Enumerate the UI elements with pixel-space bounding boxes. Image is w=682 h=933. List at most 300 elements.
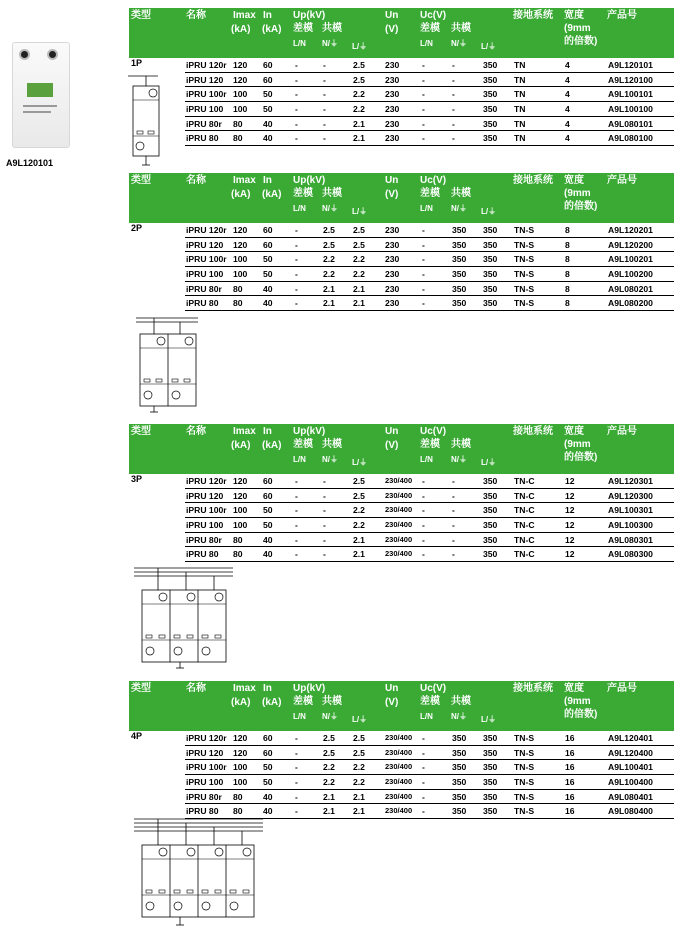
- header-diff: 差模: [293, 439, 313, 450]
- cell-name: iPRU 100r: [186, 505, 227, 516]
- cell-uc_ne: -: [452, 89, 455, 100]
- cell-uc_le: 350: [483, 104, 498, 115]
- cell-name: iPRU 120r: [186, 225, 227, 235]
- cell-uc_ln: -: [422, 283, 425, 294]
- cell-imax: 120: [233, 476, 248, 486]
- header-diff: 差模: [293, 23, 313, 34]
- cell-uc_le: 350: [483, 806, 498, 817]
- header-product: 产品号: [607, 426, 637, 437]
- cell-up_ne: 2.1: [323, 298, 335, 309]
- cell-up_le: 2.1: [353, 298, 365, 309]
- cell-uc_ne: -: [452, 505, 455, 516]
- cell-code: A9L100200: [608, 269, 653, 280]
- header-width2: (9mm: [564, 696, 591, 707]
- cell-uc_ln: -: [422, 239, 425, 250]
- cell-up_le: 2.5: [353, 60, 365, 70]
- header-diff: 差模: [420, 696, 440, 707]
- header-earth: 接地系统: [513, 683, 553, 694]
- cell-name: iPRU 100r: [186, 89, 227, 100]
- product-image-code: A9L120101: [6, 158, 54, 168]
- header-ln: L/N: [293, 39, 306, 48]
- cell-up_ne: -: [323, 60, 326, 70]
- cell-uc_ne: 350: [452, 283, 467, 294]
- cell-width: 8: [565, 254, 570, 265]
- cell-up_ne: 2.5: [323, 747, 335, 758]
- cell-up_ne: -: [323, 89, 326, 100]
- header-up: Up(kV): [293, 426, 326, 437]
- cell-uc_le: 350: [483, 520, 498, 531]
- cell-up_le: 2.2: [353, 762, 365, 773]
- header-le: L/⏚: [481, 207, 497, 216]
- header-common: 共模: [451, 188, 471, 199]
- cell-up_ne: -: [323, 104, 326, 115]
- cell-imax: 120: [233, 747, 248, 758]
- cell-uc_le: 350: [483, 505, 498, 516]
- cell-up_ne: 2.1: [323, 283, 335, 294]
- table-row: [129, 489, 674, 504]
- header-type: 类型: [131, 10, 151, 21]
- header-le: L/⏚: [481, 715, 497, 724]
- cell-uc_le: 350: [483, 476, 498, 486]
- cell-in: 60: [263, 490, 273, 501]
- cell-up_le: 2.5: [353, 74, 365, 85]
- cell-up_le: 2.2: [353, 254, 365, 265]
- cell-up_le: 2.2: [353, 89, 365, 100]
- header-width2: (9mm: [564, 188, 591, 199]
- header-in: In: [263, 683, 272, 694]
- header-le: L/⏚: [481, 458, 497, 467]
- table-body: [129, 731, 674, 819]
- cell-uc_ln: -: [422, 104, 425, 115]
- cell-uc_ln: -: [422, 225, 425, 235]
- cell-up_ln: -: [295, 762, 298, 773]
- cell-uc_le: 350: [483, 777, 498, 788]
- cell-un: 230/400: [385, 549, 413, 559]
- cell-uc_le: 350: [483, 733, 498, 743]
- cell-code: A9L080100: [608, 133, 653, 144]
- cell-uc_le: 350: [483, 74, 498, 85]
- cell-uc_ne: 350: [452, 733, 467, 743]
- cell-up_ne: -: [323, 549, 326, 560]
- header-common: 共模: [322, 23, 342, 34]
- cell-width: 8: [565, 298, 570, 309]
- cell-earth: TN-S: [514, 298, 535, 309]
- cell-earth: TN: [514, 89, 526, 100]
- header-le: L/⏚: [352, 42, 368, 51]
- header-ln: L/N: [420, 39, 433, 48]
- cell-in: 60: [263, 74, 273, 85]
- table-header: [129, 8, 674, 58]
- cell-name: iPRU 100: [186, 777, 224, 788]
- cell-in: 50: [263, 269, 273, 280]
- cell-earth: TN: [514, 133, 526, 144]
- cell-up_ln: -: [295, 239, 298, 250]
- cell-uc_ne: 350: [452, 269, 467, 280]
- header-common: 共模: [451, 439, 471, 450]
- cell-name: iPRU 100: [186, 520, 224, 531]
- header-un_unit: (V): [385, 697, 399, 708]
- cell-up_ne: -: [323, 520, 326, 531]
- table-row: [129, 760, 674, 775]
- cell-earth: TN-S: [514, 283, 535, 294]
- header-uc: Uc(V): [420, 10, 447, 21]
- header-ln: L/N: [420, 455, 433, 464]
- header-imax: Imax: [233, 10, 256, 21]
- cell-imax: 100: [233, 89, 248, 100]
- cell-un: 230: [385, 133, 400, 144]
- cell-earth: TN-S: [514, 747, 535, 758]
- cell-up_ln: -: [295, 225, 298, 235]
- cell-imax: 120: [233, 239, 248, 250]
- cell-name: iPRU 80: [186, 549, 219, 560]
- header-diff: 差模: [420, 439, 440, 450]
- terminal-screw-icon: [47, 49, 58, 60]
- header-un: Un: [385, 683, 399, 694]
- cell-width: 4: [565, 118, 570, 129]
- cell-up_ne: 2.2: [323, 777, 335, 788]
- table-row: [129, 775, 674, 790]
- cell-in: 60: [263, 60, 273, 70]
- table-row: [129, 131, 674, 146]
- cell-uc_ne: -: [452, 549, 455, 560]
- cell-up_ln: -: [295, 777, 298, 788]
- cell-code: A9L120400: [608, 747, 653, 758]
- table-row: [129, 87, 674, 102]
- cell-uc_ne: -: [452, 104, 455, 115]
- cell-name: iPRU 120: [186, 74, 224, 85]
- header-ne: N/⏚: [322, 455, 338, 464]
- cell-un: 230: [385, 60, 400, 70]
- table-row: [129, 102, 674, 117]
- cell-name: iPRU 120: [186, 747, 224, 758]
- cell-up_ln: -: [295, 298, 298, 309]
- wiring-diagram-1p: [128, 70, 168, 170]
- header-diff: 差模: [420, 188, 440, 199]
- table-row: [129, 533, 674, 548]
- cell-uc_ne: 350: [452, 747, 467, 758]
- cell-code: A9L100101: [608, 89, 653, 100]
- table-body: [129, 58, 674, 146]
- cell-uc_le: 350: [483, 298, 498, 309]
- cell-name: iPRU 80r: [186, 283, 222, 294]
- cell-in: 40: [263, 298, 273, 309]
- cell-un: 230: [385, 104, 400, 115]
- cell-earth: TN: [514, 74, 526, 85]
- cell-uc_ln: -: [422, 791, 425, 802]
- cell-uc_ln: -: [422, 806, 425, 817]
- cell-width: 4: [565, 133, 570, 144]
- cell-un: 230/400: [385, 520, 413, 530]
- header-uc: Uc(V): [420, 175, 447, 186]
- table-header: [129, 424, 674, 474]
- cell-code: A9L120300: [608, 490, 653, 501]
- cell-in: 60: [263, 239, 273, 250]
- cell-earth: TN-S: [514, 791, 535, 802]
- cell-width: 4: [565, 74, 570, 85]
- table-section-4p: [129, 681, 674, 819]
- table-row: [129, 547, 674, 562]
- header-common: 共模: [451, 23, 471, 34]
- header-ne: N/⏚: [322, 39, 338, 48]
- cell-in: 60: [263, 733, 273, 743]
- cell-un: 230: [385, 254, 400, 265]
- cell-width: 4: [565, 60, 570, 70]
- header-le: L/⏚: [481, 42, 497, 51]
- cell-un: 230/400: [385, 490, 413, 500]
- cell-up_ne: 2.2: [323, 254, 335, 265]
- cell-name: iPRU 80r: [186, 118, 222, 129]
- table-row: [129, 238, 674, 253]
- cell-up_le: 2.2: [353, 520, 365, 531]
- cell-up_ln: -: [295, 747, 298, 758]
- cell-uc_ln: -: [422, 490, 425, 501]
- cell-up_ln: -: [295, 806, 298, 817]
- header-ne: N/⏚: [451, 712, 467, 721]
- cell-imax: 100: [233, 520, 248, 531]
- cell-in: 40: [263, 549, 273, 560]
- cell-code: A9L100400: [608, 777, 653, 788]
- header-imax_unit: (kA): [231, 440, 251, 451]
- header-width3: 的倍数): [564, 201, 598, 212]
- header-diff: 差模: [420, 23, 440, 34]
- cell-uc_le: 350: [483, 239, 498, 250]
- table-header: [129, 681, 674, 731]
- header-product: 产品号: [607, 10, 637, 21]
- cell-imax: 80: [233, 791, 243, 802]
- cell-uc_le: 350: [483, 791, 498, 802]
- cell-imax: 80: [233, 118, 243, 129]
- row-divider: [185, 310, 674, 311]
- cell-imax: 80: [233, 806, 243, 817]
- header-name: 名称: [186, 175, 206, 186]
- header-width3: 的倍数): [564, 709, 598, 720]
- header-width: 宽度: [564, 175, 584, 186]
- cell-up_le: 2.5: [353, 225, 365, 235]
- header-width2: (9mm: [564, 23, 591, 34]
- header-diff: 差模: [293, 188, 313, 199]
- cell-up_ln: -: [295, 549, 298, 560]
- cell-earth: TN-C: [514, 549, 535, 560]
- header-ne: N/⏚: [451, 39, 467, 48]
- cell-earth: TN-S: [514, 269, 535, 280]
- cell-up_le: 2.5: [353, 733, 365, 743]
- cell-un: 230: [385, 269, 400, 280]
- cell-name: iPRU 120: [186, 239, 224, 250]
- cell-code: A9L100401: [608, 762, 653, 773]
- header-product: 产品号: [607, 175, 637, 186]
- cell-uc_ln: -: [422, 476, 425, 486]
- header-imax_unit: (kA): [231, 697, 251, 708]
- cell-uc_ln: -: [422, 269, 425, 280]
- cell-earth: TN-S: [514, 733, 535, 743]
- cell-width: 8: [565, 283, 570, 294]
- cell-width: 8: [565, 225, 570, 235]
- cell-uc_le: 350: [483, 762, 498, 773]
- cell-earth: TN-C: [514, 490, 535, 501]
- cell-un: 230/400: [385, 733, 413, 742]
- cell-width: 8: [565, 269, 570, 280]
- cell-name: iPRU 80: [186, 298, 219, 309]
- cell-up_ln: -: [295, 89, 298, 100]
- cell-earth: TN-S: [514, 806, 535, 817]
- cell-width: 12: [565, 505, 575, 516]
- cell-uc_ne: 350: [452, 806, 467, 817]
- cell-up_le: 2.2: [353, 269, 365, 280]
- header-name: 名称: [186, 426, 206, 437]
- cell-code: A9L100300: [608, 520, 653, 531]
- cell-up_le: 2.1: [353, 283, 365, 294]
- cell-up_le: 2.5: [353, 239, 365, 250]
- header-in: In: [263, 175, 272, 186]
- cell-name: iPRU 120r: [186, 476, 227, 486]
- header-up: Up(kV): [293, 10, 326, 21]
- cell-name: iPRU 80r: [186, 791, 222, 802]
- header-width2: (9mm: [564, 439, 591, 450]
- header-le: L/⏚: [352, 715, 368, 724]
- cell-uc_ln: -: [422, 733, 425, 743]
- cell-up_ne: -: [323, 74, 326, 85]
- poles-label: 4P: [131, 731, 143, 741]
- header-un_unit: (V): [385, 440, 399, 451]
- header-un: Un: [385, 10, 399, 21]
- cell-uc_ne: -: [452, 60, 455, 70]
- cell-uc_ne: -: [452, 476, 455, 486]
- cell-un: 230/400: [385, 762, 413, 772]
- cell-width: 8: [565, 239, 570, 250]
- table-row: [129, 73, 674, 88]
- cell-code: A9L100100: [608, 104, 653, 115]
- table-section-2p: [129, 173, 674, 311]
- cell-uc_ln: -: [422, 60, 425, 70]
- cell-imax: 100: [233, 269, 248, 280]
- cell-earth: TN-S: [514, 777, 535, 788]
- table-section-1p: [129, 8, 674, 146]
- cell-uc_ln: -: [422, 298, 425, 309]
- cell-width: 16: [565, 747, 575, 758]
- cell-up_ne: 2.5: [323, 733, 335, 743]
- header-ne: N/⏚: [451, 204, 467, 213]
- header-earth: 接地系统: [513, 10, 553, 21]
- status-window-icon: [27, 83, 53, 97]
- cell-un: 230: [385, 225, 400, 235]
- cell-un: 230/400: [385, 806, 413, 816]
- cell-uc_ln: -: [422, 74, 425, 85]
- cell-uc_le: 350: [483, 133, 498, 144]
- header-in_unit: (kA): [262, 189, 282, 200]
- table-row: [129, 746, 674, 761]
- table-row: [129, 474, 674, 489]
- cell-width: 16: [565, 777, 575, 788]
- cell-code: A9L080300: [608, 549, 653, 560]
- cell-uc_le: 350: [483, 490, 498, 501]
- table-row: [129, 731, 674, 746]
- cell-imax: 120: [233, 733, 248, 743]
- header-common: 共模: [451, 696, 471, 707]
- header-common: 共模: [322, 696, 342, 707]
- cell-up_ln: -: [295, 254, 298, 265]
- cell-uc_ne: -: [452, 520, 455, 531]
- cell-up_ne: 2.5: [323, 239, 335, 250]
- cell-uc_ln: -: [422, 777, 425, 788]
- cell-uc_ln: -: [422, 520, 425, 531]
- header-width: 宽度: [564, 426, 584, 437]
- cell-uc_ln: -: [422, 747, 425, 758]
- header-ln: L/N: [293, 204, 306, 213]
- cell-up_ln: -: [295, 74, 298, 85]
- cell-width: 12: [565, 476, 575, 486]
- header-earth: 接地系统: [513, 426, 553, 437]
- header-ln: L/N: [420, 712, 433, 721]
- header-ln: L/N: [420, 204, 433, 213]
- cell-up_ln: -: [295, 534, 298, 545]
- cell-un: 230: [385, 89, 400, 100]
- cell-in: 50: [263, 89, 273, 100]
- cell-code: A9L080301: [608, 534, 653, 545]
- cell-un: 230/400: [385, 505, 413, 515]
- header-un: Un: [385, 175, 399, 186]
- cell-up_ne: -: [323, 490, 326, 501]
- wiring-diagram-4p: [128, 815, 268, 931]
- cell-in: 40: [263, 283, 273, 294]
- cell-uc_ne: -: [452, 490, 455, 501]
- cell-up_le: 2.5: [353, 747, 365, 758]
- cell-code: A9L120200: [608, 239, 653, 250]
- cell-uc_ne: -: [452, 534, 455, 545]
- cell-imax: 100: [233, 505, 248, 516]
- cell-uc_le: 350: [483, 118, 498, 129]
- cell-up_ln: -: [295, 104, 298, 115]
- cell-width: 12: [565, 549, 575, 560]
- cell-name: iPRU 120r: [186, 733, 227, 743]
- wiring-diagram-2p: [128, 312, 208, 418]
- cell-un: 230/400: [385, 476, 413, 485]
- cell-imax: 80: [233, 534, 243, 545]
- cell-imax: 80: [233, 298, 243, 309]
- header-up: Up(kV): [293, 683, 326, 694]
- cell-in: 50: [263, 762, 273, 773]
- cell-earth: TN-C: [514, 534, 535, 545]
- cell-width: 16: [565, 733, 575, 743]
- cell-code: A9L100201: [608, 254, 653, 265]
- cell-up_ne: 2.5: [323, 225, 335, 235]
- cell-in: 50: [263, 520, 273, 531]
- header-ne: N/⏚: [451, 455, 467, 464]
- header-in_unit: (kA): [262, 24, 282, 35]
- cell-uc_ne: 350: [452, 298, 467, 309]
- table-row: [129, 790, 674, 805]
- cell-uc_ne: 350: [452, 254, 467, 265]
- cell-in: 60: [263, 225, 273, 235]
- row-divider: [185, 145, 674, 146]
- header-product: 产品号: [607, 683, 637, 694]
- cell-code: A9L080200: [608, 298, 653, 309]
- cell-uc_le: 350: [483, 747, 498, 758]
- cell-up_ln: -: [295, 118, 298, 129]
- header-un_unit: (V): [385, 24, 399, 35]
- cell-earth: TN: [514, 118, 526, 129]
- header-imax: Imax: [233, 426, 256, 437]
- header-imax: Imax: [233, 683, 256, 694]
- table-row: [129, 223, 674, 238]
- cell-up_ne: 2.1: [323, 806, 335, 817]
- header-in: In: [263, 10, 272, 21]
- cell-up_le: 2.5: [353, 490, 365, 501]
- header-width3: 的倍数): [564, 36, 598, 47]
- table-row: [129, 252, 674, 267]
- cell-code: A9L120101: [608, 60, 653, 70]
- cell-in: 60: [263, 476, 273, 486]
- surge-protector-photo: [12, 42, 70, 148]
